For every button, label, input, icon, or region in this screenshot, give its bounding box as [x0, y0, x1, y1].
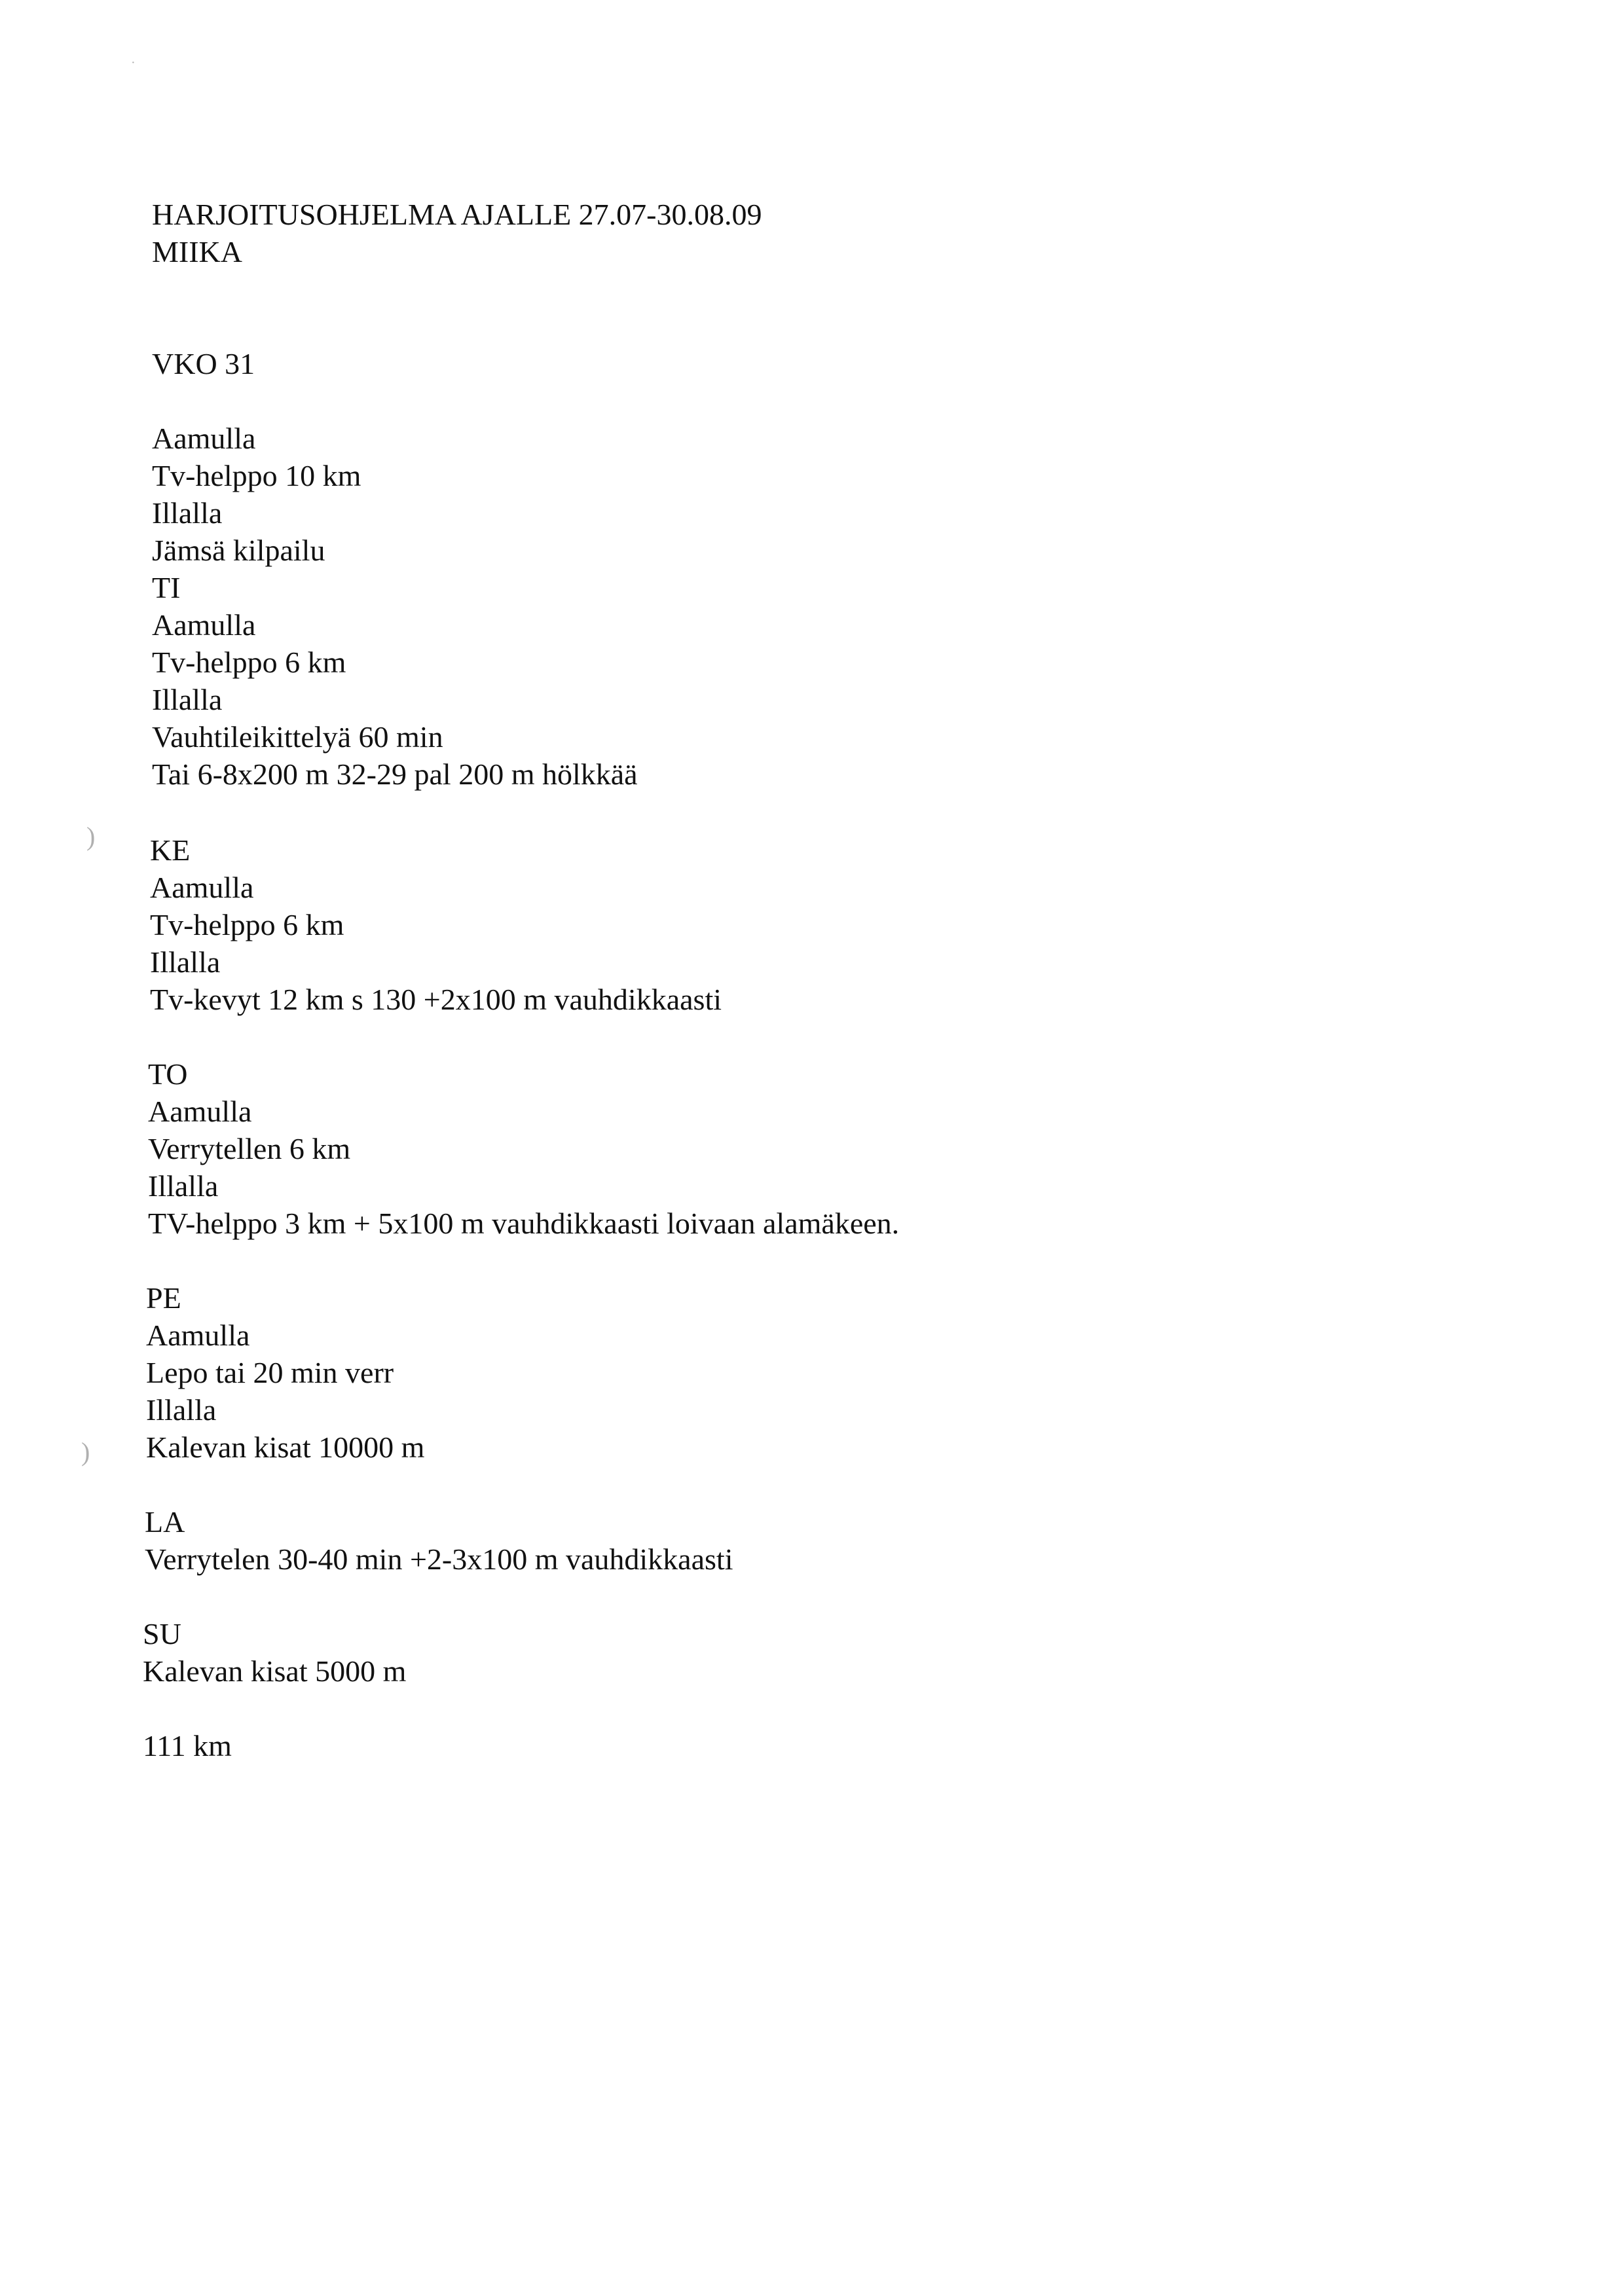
thursday-evening-label: Illalla: [148, 1169, 219, 1203]
thursday-evening-workout: TV-helppo 3 km + 5x100 m vauhdikkaasti loivaan alamäkeen.: [148, 1207, 900, 1240]
thursday-morning-workout: Verrytellen 6 km: [148, 1132, 351, 1165]
saturday-workout: Verrytelen 30-40 min +2-3x100 m vauhdikkaasti: [145, 1542, 733, 1576]
wednesday-evening-workout: Tv-kevyt 12 km s 130 +2x100 m vauhdikkaasti: [150, 983, 722, 1016]
tuesday-morning-label: Aamulla: [152, 608, 256, 642]
document-title: HARJOITUSOHJELMA AJALLE 27.07-30.08.09: [152, 198, 762, 231]
week-label: VKO 31: [152, 347, 255, 380]
tuesday-morning-workout: Tv-helppo 6 km: [152, 646, 346, 679]
athlete-name: MIIKA: [152, 235, 242, 268]
sunday-label: SU: [143, 1617, 181, 1650]
monday-morning-workout: Tv-helppo 10 km: [152, 459, 361, 492]
friday-label: PE: [146, 1281, 181, 1315]
friday-morning-workout: Lepo tai 20 min verr: [146, 1356, 394, 1389]
sunday-workout: Kalevan kisat 5000 m: [143, 1654, 407, 1688]
tuesday-evening-alternative: Tai 6-8x200 m 32-29 pal 200 m hölkkää: [152, 757, 638, 791]
saturday-label: LA: [145, 1505, 185, 1539]
thursday-morning-label: Aamulla: [148, 1095, 252, 1128]
tuesday-evening-label: Illalla: [152, 683, 223, 716]
monday-evening-workout: Jämsä kilpailu: [152, 534, 325, 567]
friday-morning-label: Aamulla: [146, 1319, 250, 1352]
scan-mark: ·: [131, 56, 136, 70]
friday-evening-label: Illalla: [146, 1393, 217, 1427]
wednesday-morning-workout: Tv-helppo 6 km: [150, 908, 344, 941]
wednesday-morning-label: Aamulla: [150, 871, 254, 904]
tuesday-evening-workout: Vauhtileikittelyä 60 min: [152, 720, 443, 754]
monday-evening-label: Illalla: [152, 496, 223, 530]
scan-mark: ): [81, 1437, 90, 1467]
tuesday-label: TI: [152, 571, 181, 604]
monday-morning-label: Aamulla: [152, 422, 256, 455]
wednesday-label: KE: [150, 833, 191, 867]
thursday-label: TO: [148, 1057, 188, 1091]
weekly-total: 111 km: [143, 1729, 232, 1762]
wednesday-evening-label: Illalla: [150, 945, 221, 979]
scan-mark: ): [86, 822, 96, 851]
friday-evening-workout: Kalevan kisat 10000 m: [146, 1430, 425, 1464]
